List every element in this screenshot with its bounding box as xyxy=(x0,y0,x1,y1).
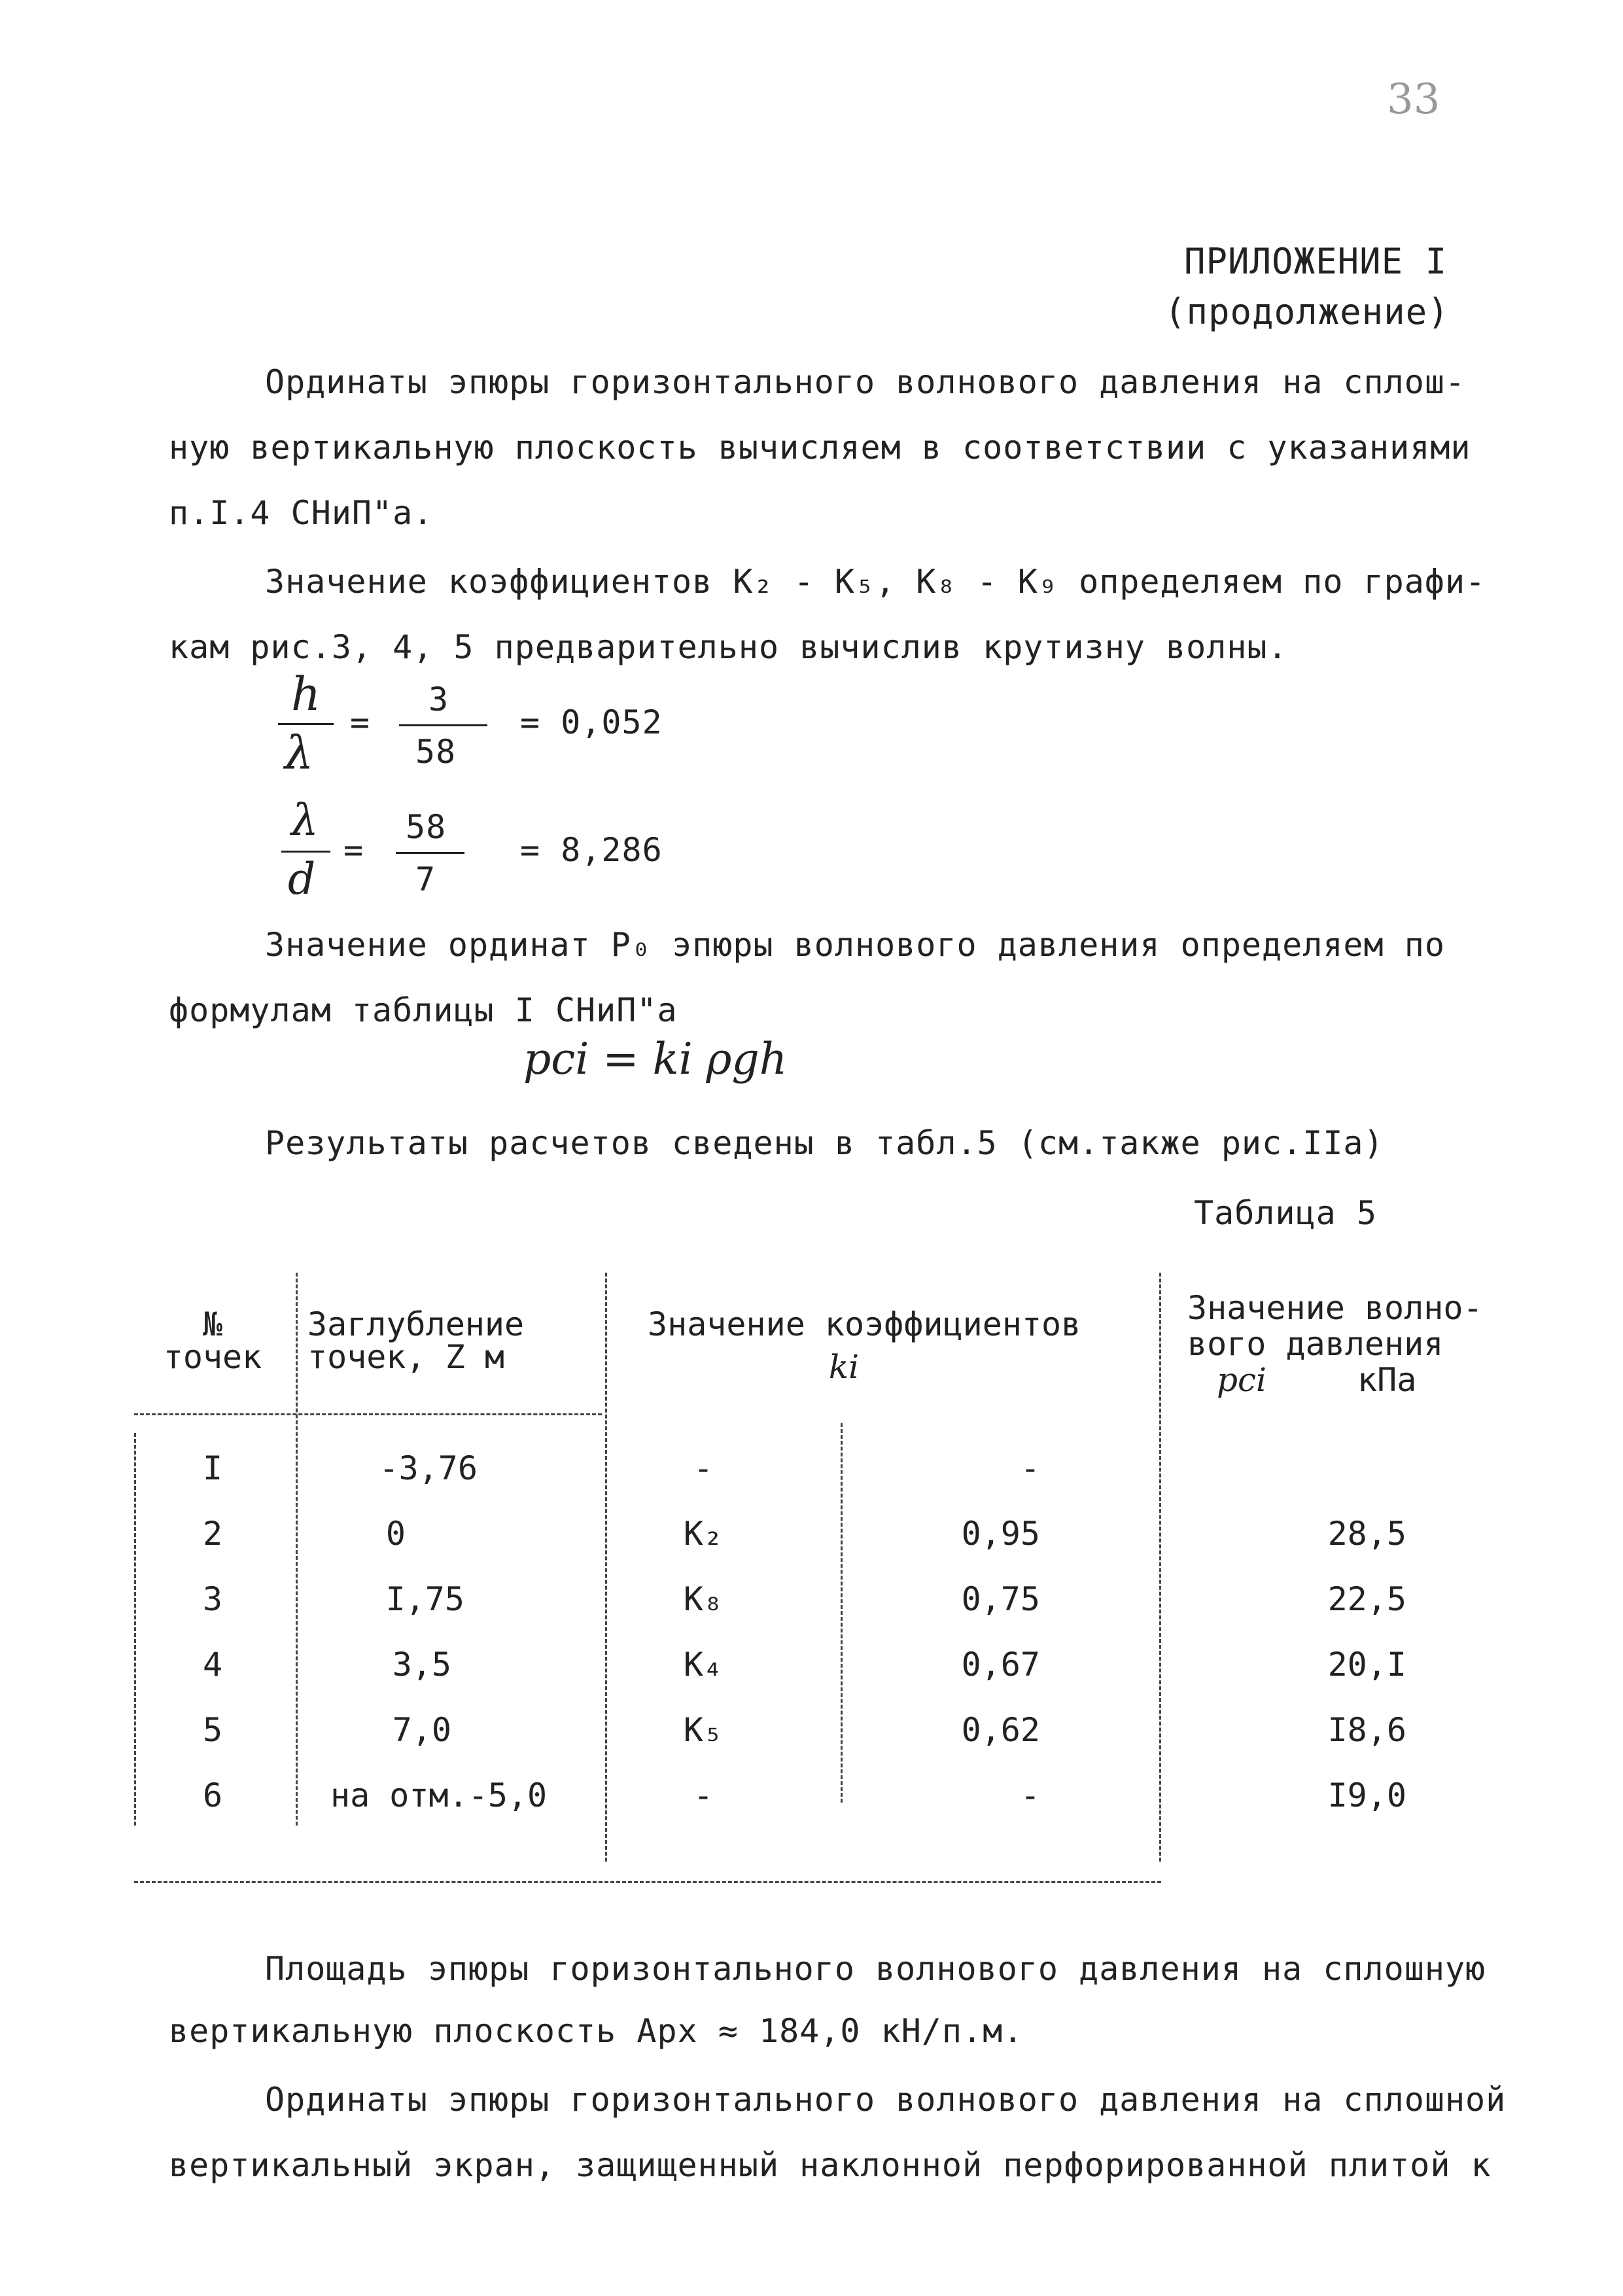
cell-pressure: 22,5 xyxy=(1327,1580,1406,1618)
header-col1-line2: точек xyxy=(163,1338,262,1376)
header-col4-line2: вого давления xyxy=(1187,1325,1444,1363)
cell-number: 4 xyxy=(202,1646,223,1684)
header-col2-line1: Заглубление xyxy=(307,1305,525,1343)
header-col1-line1: № xyxy=(202,1305,223,1343)
formula-3: pci = ki ρgh xyxy=(523,1034,788,1084)
paragraph-5-line-2: вертикальную плоскость Aрх ≈ 184,0 кН/п.м. xyxy=(169,2012,1024,2050)
paragraph-3-line-1: Значение ординат P₀ эпюры волнового давления определяем по xyxy=(265,926,1445,964)
formula-1-eq: = xyxy=(350,703,371,741)
cell-number: 2 xyxy=(202,1515,223,1553)
cell-number: I xyxy=(202,1449,223,1487)
cell-depth: 3,5 xyxy=(392,1646,451,1684)
formula-1-lhs-den: λ xyxy=(285,726,314,780)
formula-1-num: 3 xyxy=(428,680,449,718)
paragraph-1-line-1: Ординаты эпюры горизонтального волнового давления на сплош- xyxy=(265,363,1466,401)
formula-2-eq: = xyxy=(343,831,364,869)
table-sep-1 xyxy=(296,1273,298,1826)
appendix-subtitle: (продолжение) xyxy=(1164,291,1450,332)
paragraph-1-line-3: п.I.4 СНиП"а. xyxy=(169,494,434,532)
table-caption: Таблица 5 xyxy=(1194,1194,1377,1232)
table-bottom-line xyxy=(134,1881,1161,1883)
cell-number: 3 xyxy=(202,1580,223,1618)
cell-coef: К₅ xyxy=(683,1711,724,1749)
paragraph-3-line-2: формулам таблицы I СНиП"а xyxy=(169,991,678,1029)
cell-pressure: 28,5 xyxy=(1327,1515,1406,1553)
header-col4-line1: Значение волно- xyxy=(1187,1289,1483,1327)
formula-1-result: = 0,052 xyxy=(520,703,663,741)
formula-2-lhs-bar xyxy=(281,851,330,853)
cell-coef-value: 0,62 xyxy=(961,1711,1040,1749)
cell-pressure: I8,6 xyxy=(1327,1711,1406,1749)
cell-number: 6 xyxy=(202,1776,223,1814)
formula-1-den: 58 xyxy=(415,733,457,771)
formula-1-bar xyxy=(399,724,487,726)
table-sep-4 xyxy=(1159,1273,1161,1862)
cell-coef-value: 0,95 xyxy=(961,1515,1040,1553)
header-col3-line1: Значение коэффициентов xyxy=(648,1305,1081,1343)
cell-depth: -3,76 xyxy=(379,1449,478,1487)
header-col4-pci: pci xyxy=(1217,1361,1267,1399)
header-col2-line2: точек, Z м xyxy=(307,1338,505,1376)
cell-coef-value: - xyxy=(1020,1776,1040,1814)
paragraph-6-line-2: вертикальный экран, защищенный наклонной перфорированной плитой к xyxy=(169,2146,1492,2184)
cell-coef: - xyxy=(693,1776,714,1814)
paragraph-2-line-1: Значение коэффициентов К₂ - К₅, К₈ - К₉ определяем по графи- xyxy=(265,563,1486,601)
paragraph-1-line-2: ную вертикальную плоскость вычисляем в соответствии с указаниями xyxy=(169,429,1471,467)
cell-depth: 0 xyxy=(385,1515,406,1553)
cell-number: 5 xyxy=(202,1711,223,1749)
header-col3-line2: ki xyxy=(828,1348,860,1386)
paragraph-5-line-1: Площадь эпюры горизонтального волнового давления на сплошную xyxy=(265,1950,1486,1988)
table-sep-3 xyxy=(841,1423,843,1803)
formula-2-num: 58 xyxy=(406,808,447,846)
cell-depth: на отм.-5,0 xyxy=(330,1776,548,1814)
cell-coef-value: - xyxy=(1020,1449,1040,1487)
cell-depth: 7,0 xyxy=(392,1711,451,1749)
table-sep-2 xyxy=(605,1273,607,1862)
cell-coef-value: 0,67 xyxy=(961,1646,1040,1684)
page-number: 33 xyxy=(1387,75,1440,124)
formula-2-result: = 8,286 xyxy=(520,831,663,869)
cell-coef-value: 0,75 xyxy=(961,1580,1040,1618)
paragraph-4: Результаты расчетов сведены в табл.5 (см.также рис.IIа) xyxy=(265,1124,1384,1162)
header-col4-unit: кПа xyxy=(1357,1361,1417,1399)
formula-2-den: 7 xyxy=(415,860,436,898)
cell-coef: К₂ xyxy=(683,1515,724,1553)
cell-pressure: 20,I xyxy=(1327,1646,1406,1684)
table-header-line xyxy=(134,1413,602,1415)
appendix-title: ПРИЛОЖЕНИЕ I xyxy=(1184,241,1448,282)
formula-2-lhs-num: λ xyxy=(291,795,319,845)
cell-coef: К₄ xyxy=(683,1646,724,1684)
formula-1-lhs-bar xyxy=(278,723,334,725)
paragraph-2-line-2: кам рис.3, 4, 5 предварительно вычислив крутизну волны. xyxy=(169,628,1288,666)
formula-2-lhs-den: d xyxy=(288,854,316,904)
cell-coef: - xyxy=(693,1449,714,1487)
cell-pressure: I9,0 xyxy=(1327,1776,1406,1814)
formula-2-bar xyxy=(396,852,464,854)
cell-depth: I,75 xyxy=(385,1580,464,1618)
paragraph-6-line-1: Ординаты эпюры горизонтального волнового давления на сплошной xyxy=(265,2081,1507,2119)
table-border-left xyxy=(134,1433,136,1826)
formula-1-lhs-num: h xyxy=(291,667,321,721)
cell-coef: К₈ xyxy=(683,1580,724,1618)
